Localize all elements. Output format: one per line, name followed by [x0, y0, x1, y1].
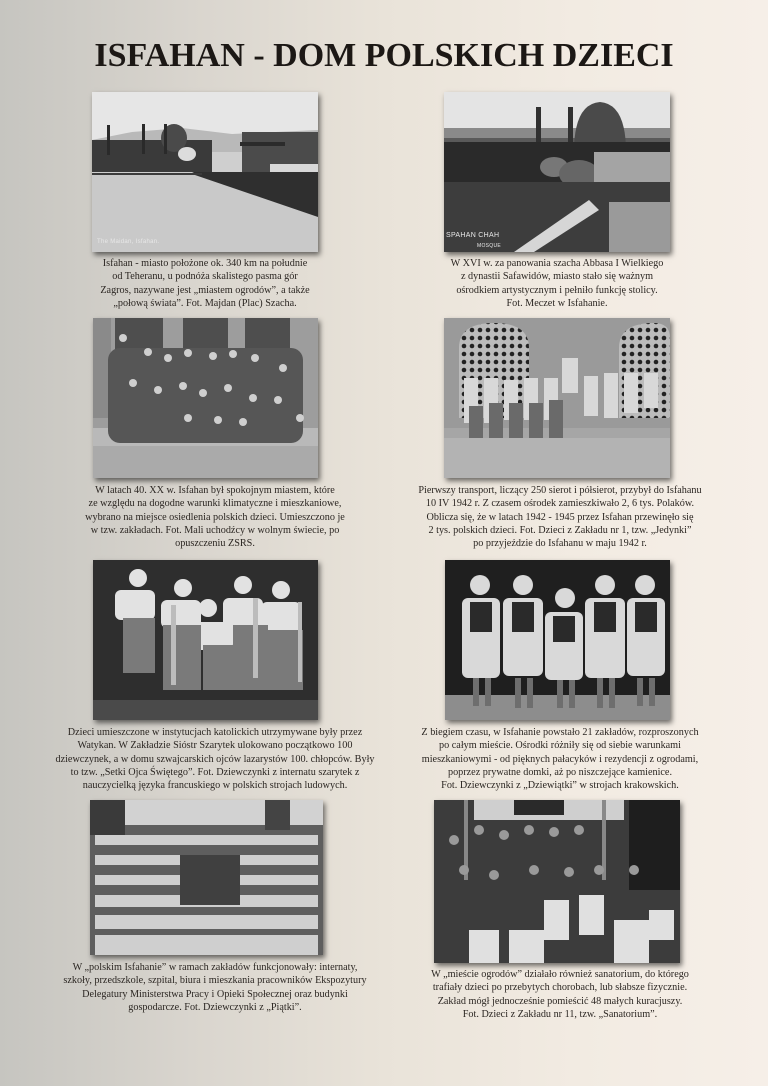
- caption-line: gospodarcze. Fot. Dziewczynki z „Piątki”.: [128, 1001, 302, 1013]
- caption-line: Fot. Meczet w Isfahanie.: [506, 297, 608, 309]
- photo-piatka-girls-image: [90, 800, 323, 955]
- photo-mosque-inscription: SPAHAN CHAH: [446, 232, 500, 239]
- caption-piatka-girls: [40, 961, 390, 1014]
- caption-line: 10 IV 1942 r. Z czasem ośrodek zamieszkiwało 2, 6 tys. Polaków.: [425, 498, 695, 510]
- caption-line: to tzw. „Setki Ojca Świętego”. Fot. Dziewczynki z internatu szarytek z: [70, 766, 360, 778]
- caption-line: z dynastii Safawidów, miasto stało się ważnym: [460, 271, 653, 283]
- photo-refugee-children: [93, 318, 318, 478]
- caption-mosque: [432, 257, 682, 310]
- photo-sanatorium: [434, 800, 680, 963]
- photo-maidan-inscription: The Maidan, Isfahan.: [97, 239, 160, 245]
- caption-line: dziewczynek, a w domu szwajcarskich ojców lazarystów 100. chłopców. Były: [55, 753, 375, 765]
- photo-folk-costumes: [93, 560, 318, 720]
- caption-line: poprzez prywatne domki, aż po niszczejące kamienice.: [447, 766, 672, 778]
- photo-mosque-image: [444, 92, 670, 252]
- caption-line: Dzieci umieszczone w instytucjach katolickich utrzymywane były przez: [67, 727, 363, 738]
- caption-line: „połową świata”. Fot. Majdan (Plac) Szacha.: [113, 297, 297, 309]
- caption-line: wybrano na miejsce osiedlenia polskich dzieci. Umieszczono je: [85, 511, 345, 523]
- photo-maidan: [92, 92, 318, 252]
- photo-folk-costumes-image: [93, 560, 318, 720]
- caption-line: w tzw. zakładach. Fot. Mali uchodźcy w wolnym świecie, po: [90, 524, 340, 536]
- caption-line: 2 tys. polskich dzieci. Fot. Dzieci z Zakładu nr 1, tzw. „Jedynki”: [428, 524, 692, 536]
- caption-line: Fot. Dzieci z Zakładu nr 11, tzw. „Sanatorium”.: [462, 1008, 658, 1020]
- caption-sanatorium: [400, 968, 720, 1021]
- caption-line: po całym mieście. Ośrodki różniły się od siebie warunkami: [439, 740, 681, 752]
- caption-line: opuszczeniu ZSRS.: [175, 538, 255, 550]
- caption-line: Z biegiem czasu, w Isfahanie powstało 21 zakładów, rozproszonych: [421, 727, 699, 738]
- caption-line: ze względu na dogodne warunki klimatyczne i mieszkaniowe,: [88, 498, 342, 510]
- caption-line: Delegatury Ministerstwa Pracy i Opieki Społecznej oraz budynki: [82, 988, 348, 1000]
- caption-line: W latach 40. XX w. Isfahan był spokojnym miastem, które: [95, 485, 335, 496]
- caption-line: Fot. Dziewczynki z „Dziewiątki” w strojach krakowskich.: [441, 780, 679, 792]
- caption-line: W XVI w. za panowania szacha Abbasa I Wielkiego: [450, 258, 664, 269]
- caption-line: Isfahan - miasto położone ok. 340 km na południe: [102, 258, 308, 269]
- caption-line: Watykan. W Zakładzie Sióstr Szarytek ulokowano początkowo 100: [77, 740, 353, 752]
- caption-line: Oblicza się, że w latach 1942 - 1945 przez Isfahan przewinęło się: [426, 511, 694, 523]
- photo-mosque-inscription-2: MOSQUE: [477, 243, 502, 249]
- caption-line: W „mieście ogrodów” działało również sanatorium, do którego: [431, 969, 689, 980]
- photo-jedynka-children-image: [444, 318, 670, 478]
- caption-line: Zakład mógł jednocześnie pomieścić 48 małych kuracjuszy.: [437, 995, 683, 1007]
- photo-sanatorium-image: [434, 800, 680, 963]
- photo-krakow-costumes-image: [445, 560, 670, 720]
- caption-line: trafiały dzieci po przebytych chorobach, lub słabsze fizycznie.: [432, 982, 688, 994]
- caption-line: ośrodkiem artystycznym i pełniło funkcję stolicy.: [456, 284, 658, 296]
- caption-line: od Teheranu, u podnóża skalistego pasma gór: [112, 271, 298, 283]
- photo-refugee-children-image: [93, 318, 318, 478]
- caption-line: mieszkaniowymi - od pięknych pałacyków i rezydencji z ogrodami,: [421, 753, 699, 765]
- caption-krakow-costumes: [400, 726, 720, 792]
- caption-folk-costumes: [40, 726, 390, 792]
- photo-piatka-girls: [90, 800, 323, 955]
- caption-line: W „polskim Isfahanie” w ramach zakładów funkcjonowały: internaty,: [72, 962, 358, 973]
- caption-jedynka-children: [400, 484, 720, 550]
- photo-mosque: [444, 92, 670, 252]
- page-title: ISFAHAN - DOM POLSKICH DZIECI: [94, 37, 674, 74]
- caption-line: szkoły, przedszkole, szpital, biura i mieszkania pracowników Ekspozytury: [63, 975, 367, 987]
- photo-jedynka-children: [444, 318, 670, 478]
- caption-line: po przyjeździe do Isfahanu w maju 1942 r.: [473, 538, 647, 550]
- caption-line: Zagros, nazywane jest „miastem ogrodów”, a także: [100, 284, 310, 296]
- caption-refugee-children: [55, 484, 375, 550]
- photo-krakow-costumes: [445, 560, 670, 720]
- caption-line: Pierwszy transport, liczący 250 sierot i półsierot, przybył do Isfahanu: [418, 485, 702, 496]
- photo-maidan-image: [92, 92, 318, 252]
- caption-maidan: [80, 257, 330, 310]
- caption-line: nauczycielką języka francuskiego w polskich strojach ludowych.: [82, 780, 348, 792]
